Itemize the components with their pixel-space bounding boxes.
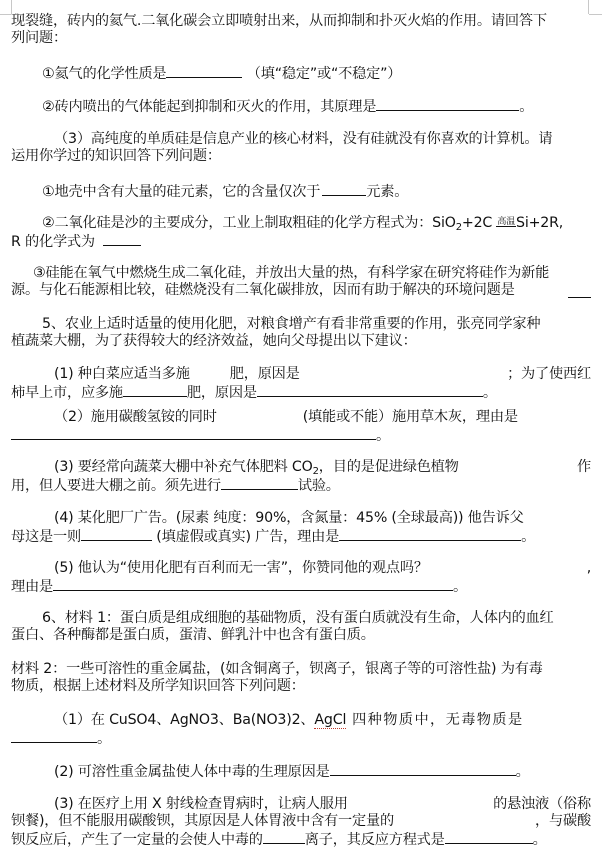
answer-blank[interactable] [322,182,366,196]
answer-blank[interactable] [263,830,305,844]
question-5-part-4-line-1: (4) 某化肥厂广告。(尿素 纯度：90%，含氮量：45% (全球最高)) 他告诉父 [54,510,524,526]
question-text: 的悬浊液（俗称 [493,796,591,812]
question-5-line-1: 5、农业上适时适量的使用化肥，对粮食增产有看非常重要的作用，张亮同学家种 [42,316,541,332]
question-text: 理由是 [11,579,53,595]
question-6-material-1-line-1: 6、材料 1：蛋白质是组成细胞的基础物质，没有蛋白质就没有生命，人体内的血红 [42,610,554,626]
question-6-material-1-line-2: 蛋白、各种酶都是蛋白质，蛋清、鲜乳汁中也含有蛋白质。 [11,627,375,643]
intro-line-1: 现裂缝，砖内的氦气.二氧化碳会立即喷射出来，从而抑制和扑灭火焰的作用。请回答下 [11,13,547,29]
answer-blank[interactable] [568,284,591,298]
question-silicon-item-2-line-2 [11,232,591,251]
question-5-part-2-line-1 [11,409,591,426]
reaction-condition-high-temp: 高温 [497,217,516,227]
answer-blank[interactable] [330,762,516,776]
question-5-part-3-line-1 [11,459,591,476]
question-text: （2）施用碳酸氢铵的同时 [54,409,217,425]
answer-blank[interactable] [339,527,521,541]
question-6-material-2-line-2: 物质，根据上述材料及所学知识回答下列问题： [11,678,305,694]
question-6-part-3-line-3 [11,830,591,849]
answer-blank[interactable] [445,830,533,844]
period: 。 [482,385,497,401]
question-3-silicon-line-2: 运用你学过的知识回答下列问题： [11,148,221,164]
answer-blank[interactable] [257,383,483,397]
period: 。 [452,579,467,595]
question-6-part-2 [11,762,591,781]
question-text: 肥，原因是 [229,366,300,382]
intro-line-2: 列问题： [11,30,67,46]
question-text: ，目的是促进绿色植物 [318,459,459,475]
equation-product: Si+2R, [516,215,564,231]
question-silicon-item-2 [11,215,591,232]
period: 。 [97,731,111,747]
period: 。 [532,832,547,848]
question-6-part-3-line-1 [11,796,591,813]
answer-blank[interactable] [376,97,519,111]
question-text: 用，但人要进大棚之前。须先进行 [11,478,221,494]
question-text: (3) 在医疗上用 X 射线检查胃病时，让病人服用 [54,796,348,812]
crop-mark-top-left-vertical [11,0,12,14]
question-text: (5) 他认为“使用化肥有百利而无一害”，你赞同他的观点吗？ [54,560,428,576]
answer-blank[interactable] [11,729,97,743]
question-text: 钡餐)，但不能服用碳酸钡，其原因是人体胃液中含有一定量的 [11,813,394,829]
question-text: （1）在 CuSO4、AgNO3、Ba(NO3)2、 [54,712,315,728]
comma: , [586,560,591,576]
question-text: ，与碳酸 [535,813,591,829]
answer-blank[interactable] [11,426,376,440]
subscript: 2 [312,466,319,477]
crop-mark-top-right-vertical [588,0,589,14]
question-text: 源。与化石能源相比较，硅燃烧没有二氧化碳排放，因而有助于解决的环境问题是 [11,282,515,298]
question-silicon-item-1 [11,182,591,201]
crop-mark-top-left-horizontal [0,14,11,15]
equation-part: +2C [461,215,493,231]
question-5-line-2: 植蔬菜大棚，为了获得较大的经济效益，她向父母提出以下建议： [11,333,417,349]
question-silicon-item-3-line-1: ③硅能在氧气中燃烧生成二氧化硅，并放出大量的热，有科学家在研究将硅作为新能 [33,265,550,281]
question-5-part-1-line-2 [11,383,591,402]
question-text: ；为了使西红 [507,366,591,382]
question-text: (1) 种白菜应适当多施 [54,366,190,382]
question-3-silicon-line-1: （3）高纯度的单质硅是信息产业的核心材料，没有硅就没有你喜欢的计算机。请 [54,131,553,147]
question-6-material-2-line-1: 材料 2：一些可溶性的重金属盐，(如含铜离子，钡离子，银离子等的可溶性盐) 为有毒 [11,661,543,677]
question-5-part-5-line-2 [11,577,591,596]
question-text: 四种物质中，无毒物质是 [346,712,524,728]
question-6-part-3-line-2 [11,813,591,830]
question-text: (填虚假或真实) 广告，理由是 [156,529,340,545]
answer-blank[interactable] [221,476,298,490]
question-5-part-4-line-2 [11,527,591,546]
answer-blank[interactable] [53,577,453,591]
period: 。 [515,764,530,780]
period: 。 [521,529,536,545]
subscript: 2 [455,222,462,233]
question-text: 母这是一则 [11,529,81,545]
period: 。 [519,99,534,115]
question-5-part-1-line-1 [11,366,591,383]
question-helium-2 [11,97,591,116]
question-5-part-2-line-2 [11,426,591,445]
question-text: (2) 可溶性重金属盐使人体中毒的生理原因是 [54,764,330,780]
question-text: (3) 要经常向蔬菜大棚中补充气体肥料 CO [54,459,313,475]
question-text: 肥，原因是 [186,385,257,401]
period: 。 [376,428,390,444]
question-5-part-3-line-2 [11,476,591,495]
question-helium-1 [11,64,591,83]
question-hint: （填“稳定”或“不稳定”） [246,66,402,82]
answer-blank[interactable] [103,232,141,246]
answer-blank[interactable] [81,527,152,541]
spellcheck-underlined-agcl: AgCl [314,712,347,728]
question-text: 柿早上市，应多施 [11,385,123,401]
question-text: ①氦气的化学性质是 [42,66,167,82]
question-text: R 的化学式为 [11,234,95,250]
question-text: 试验。 [297,478,340,494]
question-text: ②二氧化硅是沙的主要成分，工业上制取粗硅的化学方程式为：SiO [42,215,456,231]
answer-blank[interactable] [166,64,242,78]
question-suffix: 元素。 [366,184,409,200]
question-text: (填能或不能）施用草木灰，理由是 [302,409,518,425]
question-6-part-1-line-1 [11,712,591,729]
question-text: 钡反应后，产生了一定量的会使人中毒的 [11,832,263,848]
question-5-part-5-line-1 [11,560,591,577]
question-6-part-1-line-2 [11,729,591,748]
question-text: 作 [577,459,591,475]
question-text: ①地壳中含有大量的硅元素，它的含量仅次于 [42,184,321,200]
question-silicon-item-3-line-2 [11,282,591,299]
answer-blank[interactable] [123,383,187,397]
question-text: 离子，其反应方程式是 [304,832,445,848]
question-text: ②砖内喷出的气体能起到抑制和灭火的作用，其原理是 [42,99,377,115]
